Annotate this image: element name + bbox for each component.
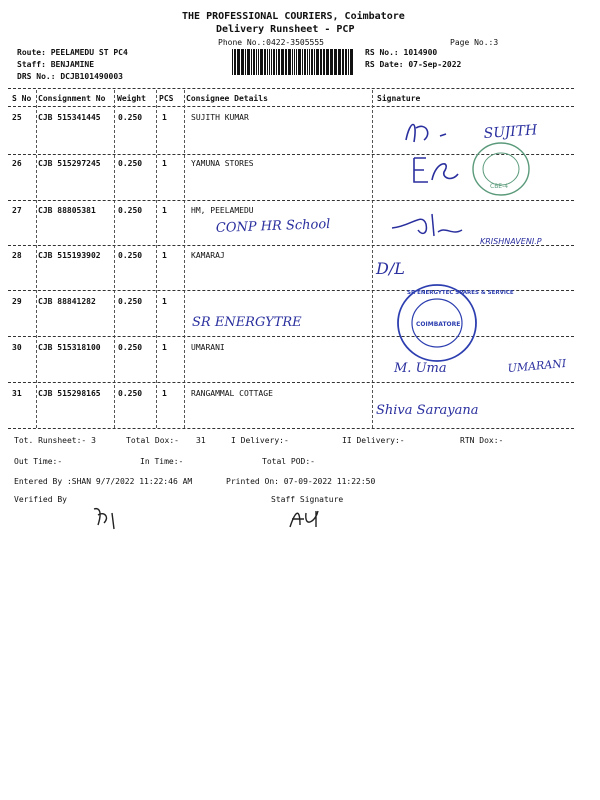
handwriting-row30-b: UMARANI <box>507 356 567 375</box>
barcode-bar <box>237 49 240 75</box>
row-weight: 0.250 <box>118 343 143 352</box>
i-delivery: I Delivery:- <box>231 436 289 445</box>
barcode-bar <box>294 49 295 75</box>
signature-row31 <box>372 392 552 428</box>
row-sno: 27 <box>12 206 22 215</box>
row-consignment-no: CJB 515341445 <box>38 113 101 122</box>
barcode-bar <box>281 49 284 75</box>
row-weight: 0.250 <box>118 206 143 215</box>
rtn-dox: RTN Dox:- <box>460 436 504 445</box>
row-pcs: 1 <box>162 343 167 352</box>
barcode-bar <box>260 49 263 75</box>
row-weight: 0.250 <box>118 251 143 260</box>
stamp-row26-text: CBE-4 <box>490 183 509 190</box>
row-consignee: KAMARAJ <box>191 251 225 260</box>
barcode-bar <box>334 49 337 75</box>
row-weight: 0.250 <box>118 159 143 168</box>
barcode-bar <box>345 49 347 75</box>
verified-by-signature <box>90 503 130 533</box>
barcode-bar <box>320 49 322 75</box>
row-weight: 0.250 <box>118 389 143 398</box>
row-sno: 26 <box>12 159 22 168</box>
barcode-bar <box>267 49 268 75</box>
printed-on: Printed On: 07-09-2022 11:22:50 <box>226 477 376 486</box>
ii-delivery: II Delivery:- <box>342 436 405 445</box>
staff-signature <box>286 503 326 533</box>
total-dox-value: 31 <box>196 436 206 445</box>
barcode-bar <box>342 49 344 75</box>
col-header-signature: Signature <box>377 94 421 103</box>
row-consignee: RANGAMMAL COTTAGE <box>191 389 273 398</box>
barcode-bar <box>251 49 252 75</box>
handwriting-row29: SR ENERGYTRE <box>192 315 302 330</box>
tot-runsheet: Tot. Runsheet:- 3 <box>14 436 96 445</box>
barcode-bar <box>298 49 301 75</box>
row-consignment-no: CJB 88805381 <box>38 206 96 215</box>
row-consignment-no: CJB 515298165 <box>38 389 101 398</box>
verified-by: Verified By <box>14 495 67 504</box>
handwriting-row27-right: KRISHNAVENI.P <box>480 237 542 246</box>
barcode-bar <box>338 49 341 75</box>
row-pcs: 1 <box>162 113 167 122</box>
row-pcs: 1 <box>162 297 167 306</box>
row-rule <box>8 200 574 201</box>
total-dox-label: Total Dox:- <box>126 436 179 445</box>
barcode-bar <box>245 49 246 75</box>
company-name: THE PROFESSIONAL COURIERS, Coimbatore <box>182 11 405 22</box>
page-number: Page No.:3 <box>450 38 499 47</box>
rs-date: RS Date: 07-Sep-2022 <box>365 60 462 69</box>
row-sno: 31 <box>12 389 22 398</box>
col-header-pcs: PCS <box>159 94 174 103</box>
handwriting-row28: D/L <box>376 259 405 278</box>
table-bottom-rule <box>8 428 574 429</box>
total-pod: Total POD:- <box>262 457 315 466</box>
barcode-bar <box>278 49 280 75</box>
col-header-weight: Weight <box>117 94 146 103</box>
row-consignee: UMARANI <box>191 343 225 352</box>
col-header-sno: S No <box>12 94 32 103</box>
barcode-bar <box>264 49 266 75</box>
barcode-bar <box>288 49 291 75</box>
row-consignee: SUJITH KUMAR <box>191 113 249 122</box>
col-header-consignment: Consignment No <box>38 94 106 103</box>
staff-label: Staff: BENJAMINE <box>17 60 95 69</box>
col-divider <box>36 90 37 428</box>
runsheet-title: Delivery Runsheet - PCP <box>216 24 355 35</box>
barcode-bar <box>304 49 306 75</box>
rs-number: RS No.: 1014900 <box>365 48 438 57</box>
barcode-bar <box>348 49 349 75</box>
row-consignment-no: CJB 515297245 <box>38 159 101 168</box>
barcode-bar <box>309 49 310 75</box>
handwriting-row31: Shiva Sarayana <box>376 403 479 418</box>
row-weight: 0.250 <box>118 113 143 122</box>
row-consignment-no: CJB 515318100 <box>38 343 101 352</box>
handwriting-row27-left: CONP HR School <box>215 217 331 236</box>
handwriting-row25: SUJITH <box>483 122 538 142</box>
barcode-bar <box>234 49 236 75</box>
barcode-bar <box>258 49 259 75</box>
barcode-bar <box>302 49 303 75</box>
drs-number: DRS No.: DCJB101490003 <box>17 72 123 81</box>
barcode-bar <box>253 49 255 75</box>
barcode-bar <box>269 49 270 75</box>
row-sno: 28 <box>12 251 22 260</box>
barcode-bar <box>311 49 313 75</box>
barcode-bar <box>273 49 275 75</box>
barcode-bar <box>292 49 293 75</box>
row-sno: 30 <box>12 343 22 352</box>
barcode-bar <box>232 49 233 75</box>
row-sno: 25 <box>12 113 22 122</box>
col-header-consignee: Consignee Details <box>186 94 268 103</box>
stamp-row29-inner-text: COIMBATORE <box>416 321 461 328</box>
barcode-bar <box>316 49 319 75</box>
out-time: Out Time:- <box>14 457 63 466</box>
row-weight: 0.250 <box>118 297 143 306</box>
barcode-bar <box>276 49 277 75</box>
row-pcs: 1 <box>162 206 167 215</box>
entered-by: Entered By :SHAN 9/7/2022 11:22:46 AM <box>14 477 193 486</box>
barcode-bar <box>314 49 315 75</box>
stamp-row26 <box>470 140 532 198</box>
barcode-bar <box>323 49 325 75</box>
row-sno: 29 <box>12 297 22 306</box>
signature-row28 <box>370 250 430 286</box>
row-pcs: 1 <box>162 251 167 260</box>
barcode-bar <box>271 49 272 75</box>
signature-row29 <box>190 302 380 338</box>
row-pcs: 1 <box>162 159 167 168</box>
in-time: In Time:- <box>140 457 184 466</box>
barcode-bar <box>247 49 250 75</box>
col-divider <box>156 90 157 428</box>
col-divider <box>184 90 185 428</box>
staff-signature-label: Staff Signature <box>271 495 344 504</box>
barcode-bar <box>350 49 353 75</box>
barcode-bar <box>285 49 287 75</box>
row-consignment-no: CJB 88841282 <box>38 297 96 306</box>
signature-row30 <box>390 346 590 388</box>
handwriting-row30: M. Uma <box>394 361 447 376</box>
signature-row27-right <box>382 206 582 256</box>
row-pcs: 1 <box>162 389 167 398</box>
row-consignee: YAMUNA STORES <box>191 159 254 168</box>
barcode <box>232 49 356 75</box>
row-consignment-no: CJB 515193902 <box>38 251 101 260</box>
table-header-rule <box>8 106 574 107</box>
route-label: Route: PEELAMEDU ST PC4 <box>17 48 128 57</box>
col-divider <box>114 90 115 428</box>
signature-row27-left <box>212 208 382 244</box>
barcode-bar <box>241 49 244 75</box>
stamp-row29-outer-text: SR ENERGYTEC SPARES & SERVICE <box>407 290 514 296</box>
barcode-bar <box>296 49 297 75</box>
barcode-bar <box>307 49 308 75</box>
phone-number: Phone No.:0422-3505555 <box>218 38 324 47</box>
barcode-bar <box>330 49 333 75</box>
barcode-bar <box>256 49 257 75</box>
barcode-bar <box>326 49 329 75</box>
row-consignee: HM, PEELAMEDU <box>191 206 254 215</box>
table-top-rule <box>8 88 574 89</box>
